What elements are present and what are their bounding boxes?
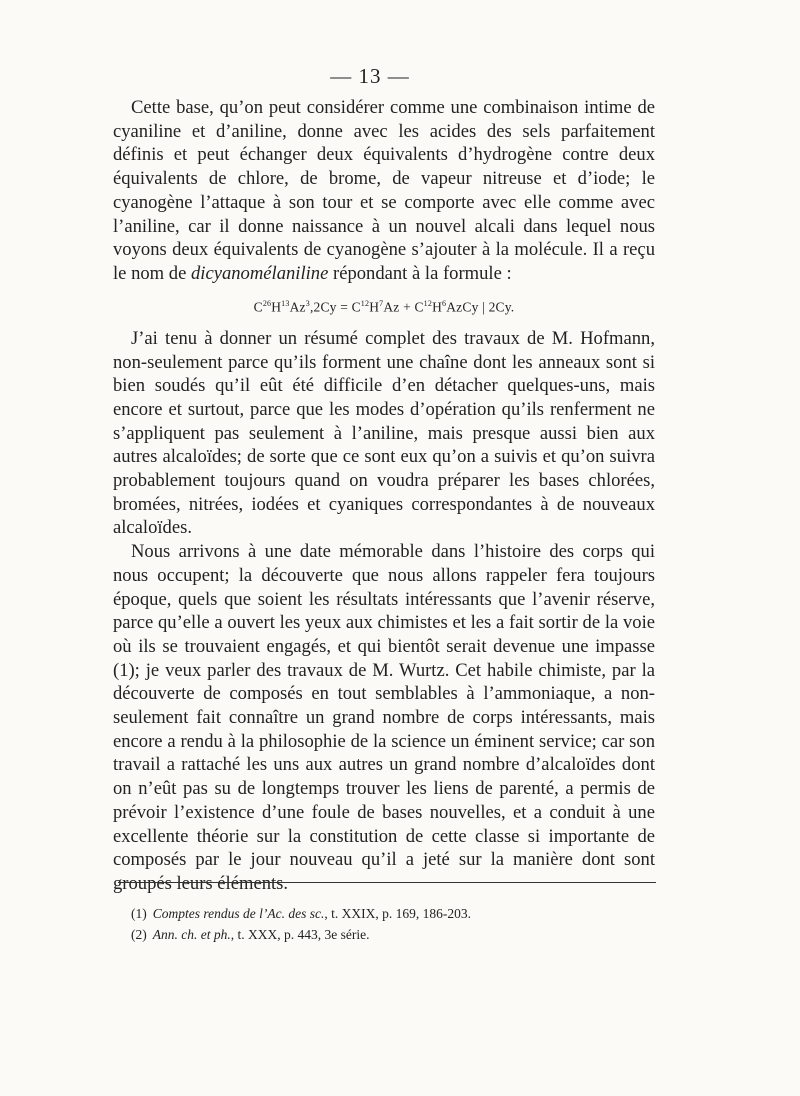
paragraph-1-end: répondant à la formule : bbox=[333, 262, 512, 284]
footnote-source: Comptes rendus de l’Ac. des sc. bbox=[152, 906, 325, 921]
footnote-1 bbox=[131, 903, 651, 924]
footnote-divider bbox=[118, 882, 656, 883]
paragraph-1-term: dicyanomélaniline bbox=[190, 262, 329, 284]
footnote-number: (2) bbox=[131, 927, 147, 942]
paragraph-3: Nous arrivons à une date mémorable dans l’histoire des corps qui nous occupent; la découverte que nous allons rappeler fera toujours époque, quels que soient les résultats intéressants que l’avenir réserve, parce qu’elle a ouvert les yeux aux chimistes et les a fait sortir de la voie où ils se trouvaient engagés, et qui bientôt serait devenue une impasse (1); je veux parler des travaux de M. Wurtz. Cet habile chimiste, par la découverte de composés en tout semblables à l’ammoniaque, a non-seulement fait connaître un grand nombre de corps intéressants, mais encore a rendu à la philosophie de la science un éminent service; car son travail a rattaché les uns aux autres un grand nombre d’alcaloïdes dont on n’eût pas su de longtemps trouver les liens de parenté, a permis de prévoir l’existence d’une foule de bases nouvelles, et a conduit à une excellente théorie sur la constitution de cette classe si importante de composés par le jour nouveau qu’il a jeté sur la manière dont sont groupés leurs éléments. bbox=[113, 541, 655, 894]
paragraph-1-text: Cette base, qu’on peut considérer comme une combinaison intime de cyaniline et d’aniline, donne avec les acides des sels parfaitement définis et peut échanger deux équivalents d’hydrogène contre deux équivalents de chlore, de brome, de vapeur nitreuse et d’iode; le cyanogène l’attaque à son tour et se comporte avec elle comme avec l’aniline, car il donne naissance à un nouvel alcali dans lequel nous voyons deux équivalents de cyanogène s’ajouter à la molécule. Il a reçu le nom de bbox=[113, 97, 655, 284]
footnotes bbox=[131, 903, 651, 945]
footnote-2 bbox=[131, 924, 651, 945]
chemical-formula: $C^{26}H^{13}Az^3,2Cy = C^{12}H^7Az$ + $C^{12}H^6AzCy$ | 2Cy. bbox=[253, 298, 515, 315]
paragraph-2: J’ai tenu à donner un résumé complet des travaux de M. Hofmann, non-seulement parce qu’ils forment une chaîne dont les anneaux sont si bien soudés qu’il eût été difficile d’en détacher quelques-uns, mais encore et surtout, parce que les modes d’opération qu’ils renferment ne s’appliquent pas seulement à l’aniline, mais presque aussi bien aux autres alcaloïdes; de sorte que ce sont eux qu’on a suivis et qu’on suivra probablement toujours quand on voudra préparer les bases chlorées, bromées, nitrées, iodées et cyaniques correspondantes à de nouveaux alcaloïdes. bbox=[113, 327, 655, 539]
footnote-number: (1) bbox=[131, 906, 147, 921]
paragraph-1 bbox=[113, 96, 655, 286]
page-number: — 13 — bbox=[330, 64, 410, 88]
body-text bbox=[113, 96, 655, 896]
footnote-reference: , t. XXX, p. 443, 3e série. bbox=[230, 927, 370, 942]
footnote-source: Ann. ch. et ph. bbox=[152, 927, 231, 942]
footnote-reference: , t. XXIX, p. 169, 186-203. bbox=[324, 906, 471, 921]
